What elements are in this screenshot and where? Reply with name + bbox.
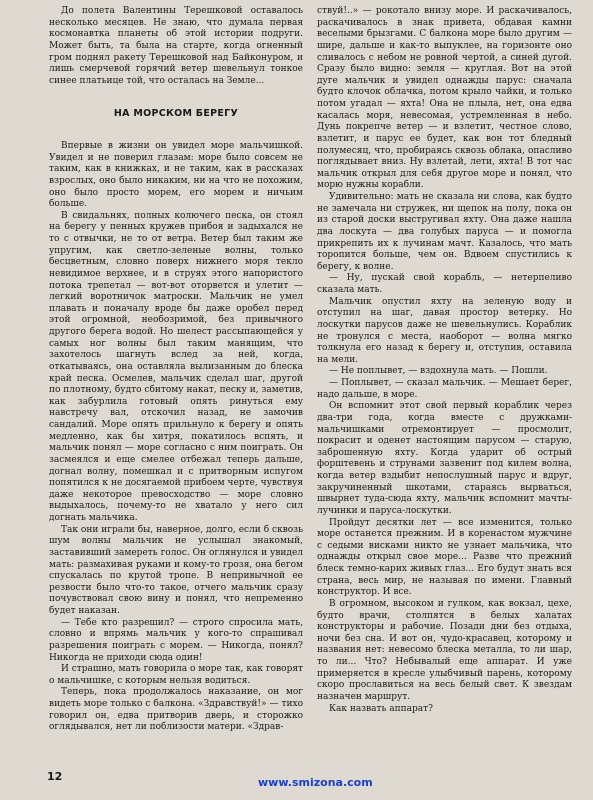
dialogue-line: И страшно, мать говорила о море так, как говорят о мальчишке, с которым нельзя водиться.	[49, 664, 303, 686]
paragraph: Он вспомнит этот свой первый кораблик через два-три года, когда вместе с дружками-мальчишками отремонтирует — просмолит, покрасит и оденет настоящим парусом — старую, заброшенную яхту. Когда ударит об острый форштевень и струнами зазвенит под килем волна, когда ветер вздыбит непослушный парус и вдруг, закручиненный шкотами, стараясь вырваться, швырнет туда-сюда яхту, мальчик вспомнит мачты-лучинки и паруса-лоскутки.	[317, 401, 572, 516]
paragraph: Удивительно: мать не сказала ни слова, как будто не замечала ни стружек, ни щепок на полу, пока он из старой доски выстругивал яхту. Она даже нашла два лоскута — два голубых паруса — и помогла прикрепить их к лучинам мачт. Казалось, что мать торопится больше, чем он. Вдвоем спустились к берегу, к волне.	[317, 192, 572, 272]
dialogue-line: — Ну, пускай свой корабль, — нетерпеливо сказала мать.	[317, 273, 572, 295]
paragraph: В свидальнях, полных колючего песка, он стоял на берегу у пенных кружев прибоя и задыхался не то с отвычки, не то от ветра. Ветер был таким же упругим, как светло-зеленые волны, только бесцветным, словно поверх нижнего моря текло невидимое верхнее, и в струях этого напористого потока трепетал — вот-вот оторвется и улетит — легкий воротничок матроски. Мальчик не умел плавать и поначалу вроде бы даже оробел перед этой огромной, необозримой, без привычного другого берега водой. Но шелест рассыпающейся у самых ног волны был таким манящим, что захотелось шагнуть вслед за ней, когда, откатываясь, она оставляла вылизанным до блеска край песка. Осмелев, мальчик сделал шаг, другой по плотному, будто сбитому накат, песку и, заметив, как забурлила готовый опять ринуться ему навстречу вал, отскочил назад, не замочив сандалий. Море опять прильнуло к берегу и опять медленно, как бы хитря, покатилось вспять, и мальчик понял — море согласно с ним поиграть. Он засмеялся и еще смелее отбежал теперь дальше, догнал волну, помешкал и с притворным испугом попятился к не досягаемой прибоем черте, чувствуя даже некоторое превосходство — море словно выдыхалось, почему-то не хватало у него сил догнать мальчика.	[49, 210, 303, 523]
paragraph: Как назвать аппарат?	[329, 703, 433, 714]
page-number: 12	[47, 770, 63, 783]
paragraph: Теперь, пока продолжалось наказание, он мог видеть море только с балкона. «Здравствуй!» — тихо говорил он, едва притворив дверь, и сторожко оглядывался, нет ли поблизости матери. «Здрав-	[49, 687, 303, 733]
paragraph: Мальчик опустил яхту на зеленую воду и отступил на шаг, давая простор ветерку. Но лоскутки парусов даже не шевельнулись. Кораблик не тронулся с места, наоборот — волна мягко толкнула его назад к берегу и, отступив, оставила на мели.	[317, 296, 572, 365]
dialogue-line: — Не поплывет, — вздохнула мать. — Пошли.	[329, 366, 548, 377]
paragraph: Так они играли бы, наверное, долго, если б сквозь шум волны мальчик не услышал знакомый, заставивший замереть голос. Он оглянулся и увидел мать: размахивая руками и кому-то грозя, она бегом спускалась по крутой тропе. В непривычной ее резвости было что-то такое, отчего мальчик сразу почувствовал свою вину и понял, что непременно будет наказан.	[49, 524, 303, 616]
paragraph: Пройдут десятки лет — все изменится, только море останется прежним. И в коренастом мужчине с седыми висками никто не узнает мальчика, что однажды открыл свое море... Разве что прежний блеск темно-карих живых глаз... Его будут знать вся страна, весь мир, не называя по имени. Главный конструктор. И все.	[317, 517, 572, 598]
dialogue-line: — Поплывет, — сказал мальчик. — Мешает берег, надо дальше, в море.	[317, 378, 572, 400]
intro-paragraph: До полета Валентины Терешковой оставалось несколько месяцев. Не знаю, что думала первая космонавтка планеты об этой истории подруги. Может быть, та была на старте, когда огненный гром поднял ракету Терешковой над Байконуром, и лишь смерчевой горячий ветер шевельнул тонкое синее платьице той, что осталась на Земле...	[49, 6, 303, 86]
paragraph: В огромном, высоком и гулком, как вокзал, цехе, будто врачи, столпятся в белых халатах конструкторы и рабочие. Позади дни без отдыха, ночи без сна. И вот он, чудо-красавец, которому и названия нет: невесомо блеска металла, то ли шар, то ли... Что? Небывалый еще аппарат. И уже примеряется в кресле улыбчивый парень, которому скоро прославиться на весь белый свет. К звездам назначен маршрут.	[317, 598, 572, 702]
paragraph: — Тебе кто разрешил? — строго спросила мать, словно и впрямь мальчик у кого-то спрашивал разрешения поиграть с морем. — Никогда, понял? Никогда не приходи сюда один!	[49, 617, 303, 663]
right-column	[317, 6, 572, 715]
continued-paragraph: ствуй!..» — рокотало внизу море. И раскачивалось, раскачивалось в знак привета, обдавая камни веселыми брызгами. С балкона море было другим — шире, дальше и как-то выпуклее, на горизонте оно сливалось с небом не ровной чертой, а синей дугой. Сразу было видно: земля — круглая. Вот на этой дуге мальчик и увидел однажды парус: сначала будто клочок облачка, потом крыло чайки, и только потом угадал — яхта! Она не плыла, нет, она едва касалась моря, невесомая, устремленная в небо. Дунь покрепче ветер — и взлетит, честное слово, взлетит, и парус ее будет, как вон тот бледный полумесяц, что, пробираясь сквозь облака, опасливо поглядывает вниз. Ну взлетай, лети, яхта! В тот час мальчик открыл для себя другое море и понял, что морю нужны корабли.	[317, 6, 572, 191]
section-heading: НА МОРСКОМ БЕРЕГУ	[113, 108, 239, 120]
paragraph: Впервые в жизни он увидел море мальчишкой. Увидел и не поверил глазам: море было совсем не таким, как в книжках, и не таким, как в рассказах взрослых, оно было никаким, ни на что не похожим, оно было просто морем, его морем и ничьим больше.	[49, 141, 303, 210]
watermark-link[interactable]: www.smizona.com	[258, 776, 373, 789]
left-column	[49, 6, 303, 734]
